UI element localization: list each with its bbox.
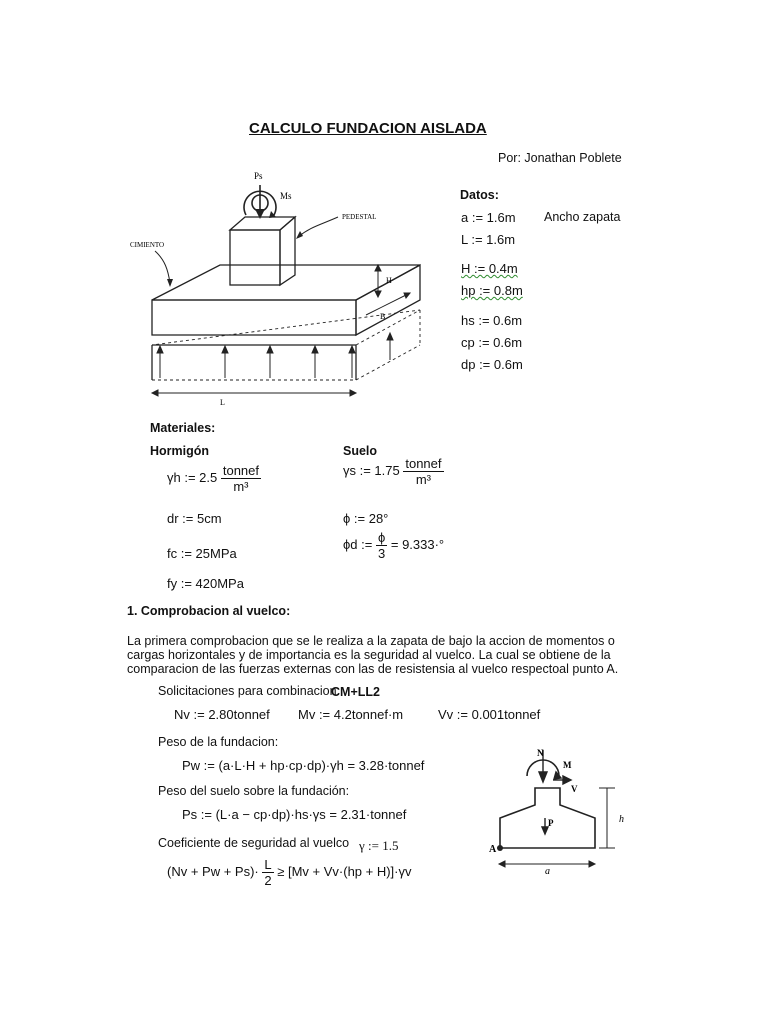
gamma-h-formula (167, 463, 261, 494)
phi-value: ϕ := 28° (343, 511, 389, 526)
suelo-heading: Suelo (343, 444, 378, 458)
nv-value: Nv := 2.80tonnef (174, 707, 270, 722)
label-l: L (220, 398, 225, 407)
overturning-diagram (485, 740, 645, 880)
ineq-fraction (262, 857, 273, 888)
pedestal-loads (244, 185, 276, 219)
gamma-s-lhs: γs := 1.75 (343, 462, 400, 478)
label-m: M (563, 760, 572, 770)
ineq-rhs: ≥ [Mv + Vv·(hp + H)]·γv (277, 863, 412, 879)
datos-dp: dp := 0.6m (461, 357, 523, 372)
gamma-h-unit (221, 463, 261, 494)
hormigon-heading: Hormigón (150, 444, 210, 458)
datos-a: a := 1.6m (461, 210, 516, 225)
label-ps: Ps (254, 171, 263, 181)
pw-formula: Pw := (a·L·H + hp·cp·dp)·γh = 3.28·tonnef (182, 758, 425, 773)
label-p: P (548, 818, 554, 828)
label-b: B (380, 312, 386, 321)
section1-para-line1: La primera comprobacion que se le realiza a la zapata de bajo la accion de momentos o (127, 634, 615, 648)
mv-value: Mv := 4.2tonnef·m (298, 707, 404, 722)
section1-para-line2: cargas horizontales y de importancia es la seguridad al vuelco. La cual se obtiene de la (127, 648, 611, 662)
label-h: H (386, 276, 392, 285)
label-a-dim: a (545, 866, 550, 877)
dr-value: dr := 5cm (167, 511, 222, 526)
gamma-h-lhs: γh := 2.5 (167, 469, 218, 485)
datos-h: H := 0.4m (461, 261, 518, 276)
label-h-small: h (619, 814, 624, 825)
phi-d-num: ϕ (377, 530, 386, 545)
datos-hs: hs := 0.6m (461, 313, 523, 328)
gamma-s-unit (403, 456, 443, 487)
coef-label: Coeficiente de seguridad al vuelco (158, 836, 350, 850)
label-n: N (537, 748, 544, 758)
datos-heading: Datos: (460, 188, 499, 202)
ineq-den: 2 (264, 873, 272, 888)
gamma-h-unit-den: m³ (233, 479, 249, 494)
label-pedestal: PEDESTAL (342, 213, 377, 221)
gamma-value: γ := 1.5 (359, 838, 399, 853)
author: Por: Jonathan Poblete (498, 151, 622, 165)
datos-l: L := 1.6m (461, 232, 516, 247)
combinacion-value: CM+LL2 (331, 685, 380, 699)
gamma-s-formula (343, 456, 444, 487)
solicitaciones-label: Solicitaciones para combinacion: (158, 684, 341, 698)
section1-para-line3: comparacion de las fuerzas externas con las de resistensia al vuelco respectoal punto A. (127, 662, 619, 676)
ineq-lhs: (Nv + Pw + Ps)· (167, 863, 259, 879)
vv-value: Vv := 0.001tonnef (438, 707, 541, 722)
fy-value: fy := 420MPa (167, 576, 244, 591)
point-a-marker (497, 845, 503, 851)
phi-d-den: 3 (377, 546, 386, 561)
phi-d-lhs: ϕd := (343, 536, 373, 552)
label-v: V (571, 784, 578, 794)
datos-cp: cp := 0.6m (461, 335, 523, 350)
materiales-heading: Materiales: (150, 421, 216, 435)
gamma-s-unit-num: tonnef (405, 456, 442, 471)
page-title: CALCULO FUNDACION AISLADA (249, 120, 487, 137)
datos-hp: hp := 0.8m (461, 283, 523, 298)
phi-d-rhs: = 9.333·° (390, 536, 445, 552)
phi-d-formula (343, 530, 444, 561)
gamma-s-unit-den: m³ (415, 472, 432, 487)
ineq-num: L (264, 857, 272, 872)
label-ms: Ms (280, 191, 292, 201)
label-a: A (489, 844, 497, 855)
peso-suelo-label: Peso del suelo sobre la fundación: (158, 784, 350, 798)
datos-a-note: Ancho zapata (544, 210, 621, 224)
gamma-h-unit-num: tonnef (222, 463, 260, 478)
ps-formula: Ps := (L·a − cp·dp)·hs·γs = 2.31·tonnef (182, 807, 407, 822)
footing-diagram (120, 165, 430, 410)
label-cimiento: CIMIENTO (130, 241, 165, 249)
phi-d-fraction (376, 530, 387, 561)
fc-value: fc := 25MPa (167, 546, 237, 561)
overturning-inequality (167, 857, 412, 888)
section1-heading: 1. Comprobacion al vuelco: (127, 604, 291, 618)
peso-fundacion-label: Peso de la fundacion: (158, 735, 279, 749)
